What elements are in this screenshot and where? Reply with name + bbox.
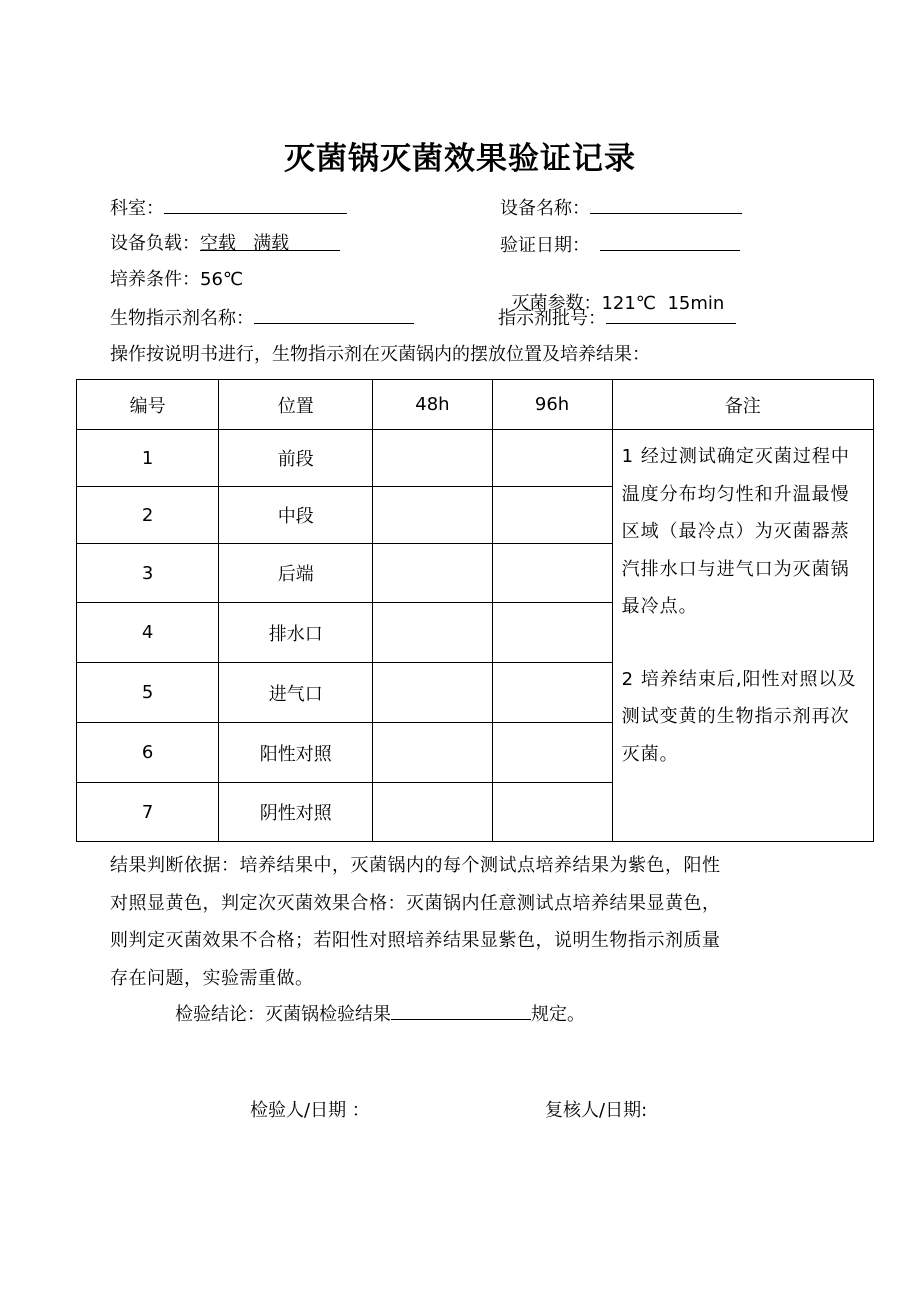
indicator-name-label: 生物指示剂名称： [110, 308, 254, 329]
cell-96h[interactable] [492, 663, 612, 723]
conclusion-line [175, 1001, 585, 1027]
inspector-signature: 检验人/日期 ： [250, 1100, 370, 1121]
cell-96h[interactable] [492, 544, 612, 603]
instruction-text: 操作按说明书进行，生物指示剂在灭菌锅内的摆放位置及培养结果： [110, 344, 650, 365]
cell-48h[interactable] [373, 430, 492, 487]
header-48h: 48h [373, 380, 492, 430]
reviewer-signature: 复核人/日期: [545, 1100, 648, 1121]
cell-96h[interactable] [492, 783, 612, 842]
sterilize-value: 121℃ 15min [601, 293, 725, 314]
cell-96h[interactable] [492, 723, 612, 783]
row-position: 阳性对照 [219, 723, 373, 783]
results-table [76, 379, 874, 842]
dept-blank[interactable] [164, 195, 347, 214]
dept-label: 科室： [110, 198, 164, 219]
sterilize-label: 灭菌参数： [511, 293, 602, 314]
judgement-line: 则判定灭菌效果不合格；若阳性对照培养结果显紫色，说明生物指示剂质量 [110, 930, 721, 951]
indicator-name-blank[interactable] [254, 305, 414, 324]
culture-label: 培养条件： [110, 269, 200, 290]
dept-field [110, 195, 347, 221]
verify-date-label: 验证日期： [500, 235, 590, 256]
header-96h: 96h [492, 380, 612, 430]
cell-96h[interactable] [492, 603, 612, 663]
conclusion-suffix: 规定。 [531, 1004, 585, 1025]
culture-field [110, 268, 243, 292]
verify-date-blank[interactable] [600, 232, 740, 251]
row-position: 前段 [219, 430, 373, 487]
table-header-row [77, 380, 874, 430]
header-num: 编号 [77, 380, 219, 430]
table-row [77, 430, 874, 487]
conclusion-blank[interactable] [391, 1001, 531, 1020]
judgement-line: 存在问题，实验需重做。 [110, 967, 314, 989]
indicator-name-field [110, 305, 414, 331]
cell-48h[interactable] [373, 603, 492, 663]
batch-field [498, 305, 736, 331]
cell-96h[interactable] [492, 487, 612, 544]
note-cell [612, 430, 873, 842]
row-position: 排水口 [219, 603, 373, 663]
row-num: 3 [77, 544, 219, 603]
judgement-paragraph [110, 847, 840, 997]
row-position: 中段 [219, 487, 373, 544]
conclusion-prefix: 检验结论：灭菌锅检验结果 [175, 1004, 391, 1025]
judgement-line: 对照显黄色，判定次灭菌效果合格：灭菌锅内任意测试点培养结果显黄色， [110, 892, 721, 914]
batch-blank[interactable] [606, 305, 736, 324]
cell-48h[interactable] [373, 783, 492, 842]
load-value[interactable]: 空载 满载 [200, 232, 340, 251]
header-position: 位置 [219, 380, 373, 430]
device-name-field [500, 195, 742, 221]
row-num: 5 [77, 663, 219, 723]
load-label: 设备负载： [110, 233, 200, 254]
note-1: 1 经过测试确定灭菌过程中温度分布均匀性和升温最慢区域（最冷点）为灭菌器蒸汽排水口与进气口为灭菌锅最冷点。 [621, 446, 850, 617]
batch-label: 指示剂批号： [498, 308, 606, 329]
row-num: 2 [77, 487, 219, 544]
cell-48h[interactable] [373, 487, 492, 544]
judgement-line: 结果判断依据：培养结果中，灭菌锅内的每个测试点培养结果为紫色，阳性 [110, 855, 721, 876]
row-num: 1 [77, 430, 219, 487]
row-num: 4 [77, 603, 219, 663]
device-name-label: 设备名称： [500, 198, 590, 219]
device-name-blank[interactable] [590, 195, 742, 214]
verify-date-field [500, 232, 740, 258]
row-position: 后端 [219, 544, 373, 603]
row-num: 7 [77, 783, 219, 842]
cell-48h[interactable] [373, 663, 492, 723]
cell-48h[interactable] [373, 723, 492, 783]
cell-48h[interactable] [373, 544, 492, 603]
load-field [110, 232, 340, 256]
note-2: 2 培养结束后,阳性对照以及测试变黄的生物指示剂再次灭菌。 [621, 668, 857, 765]
row-position: 阴性对照 [219, 783, 373, 842]
row-num: 6 [77, 723, 219, 783]
page-title: 灭菌锅灭菌效果验证记录 [284, 141, 636, 177]
header-note: 备注 [612, 380, 873, 430]
cell-96h[interactable] [492, 430, 612, 487]
row-position: 进气口 [219, 663, 373, 723]
culture-value: 56℃ [200, 269, 244, 290]
